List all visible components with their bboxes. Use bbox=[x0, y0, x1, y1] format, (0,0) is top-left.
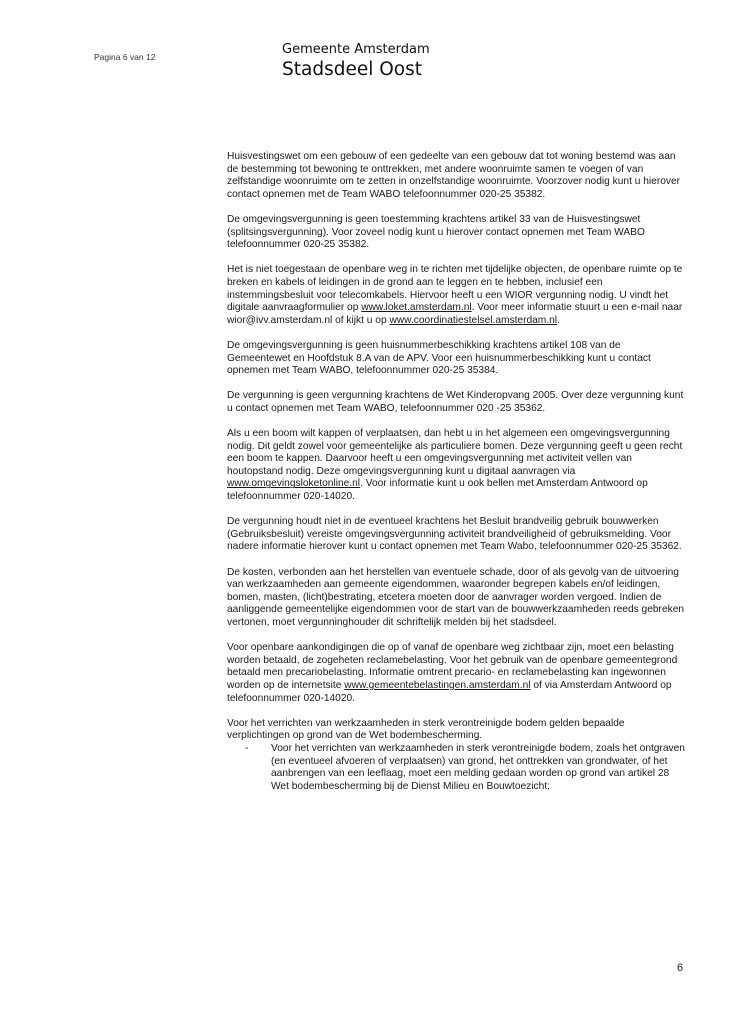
paragraph-text: Voor openbare aankondigingen die op of vanaf de openbare weg zichtbaar zijn, moet een belasting worden betaald, de zogeheten reclamebelasting. Voor het gebruik van de openbare gemeentegrond betaald men precariobelasting. Informatie omtrent precario- en reclamebelasting kan ingewonnen worden op de internetsite bbox=[227, 642, 678, 691]
paragraph-huisvestingswet: Huisvestingswet om een gebouw of een gedeelte van een gebouw dat tot woning bestemd was aan de bestemming tot bewoning te onttrekken, met andere woonruimte samen te voegen of van zelfstandige woonruimte om te zetten in onzelfstandige woonruimte. Voorzover nodig kunt u hierover contact opnemen met de Team WABO telefoonnummer 020-25 35382. bbox=[227, 151, 681, 200]
paragraph-brandveilig: De vergunning houdt niet in de eventueel krachtens het Besluit brandveilig gebruik bouwwerken (Gebruiksbesluit) vereiste omgevingsvergunning activiteit brandveiligheid of gebruiksmelding. Voor nadere informatie hierover kunt u contact opnemen met Team Wabo, telefoonnummer 020-25 35362. bbox=[227, 516, 682, 553]
paragraph-text: . Voor meer informatie stuurt u een e-mail naar wior@ivv.amsterdam.nl of kijkt u op bbox=[227, 302, 683, 326]
omgevingsloket-link[interactable]: www.omgevingsloketonline.nl bbox=[227, 478, 361, 490]
paragraph-reclamebelasting bbox=[227, 642, 685, 705]
bullet-dash: - bbox=[245, 742, 249, 754]
document-body bbox=[227, 151, 685, 793]
paragraph-wior bbox=[227, 264, 685, 327]
paragraph-kosten: De kosten, verbonden aan het herstellen van eventuele schade, door of als gevolg van de uitvoering van werkzaamheden aan gemeente eigendommen, waaronder begrepen kabels en/of leidingen, bomen, masten, (licht)bestrating, etcetera moeten door de aanvrager worden vergoed. Indien de aanliggende gemeentelijke eigendommen voor de start van de bouwwerkzaamheden reeds gebreken vertonen, moet vergunninghouder dit schriftelijk melden bij het stadsdeel. bbox=[227, 566, 685, 628]
district-name: Stadsdeel Oost bbox=[282, 59, 423, 80]
paragraph-bodem: Voor het verrichten van werkzaamheden in sterk verontreinigde bodem gelden bepaalde verplichtingen op grond van de Wet bodembescherming. bbox=[227, 717, 625, 742]
letterhead bbox=[282, 42, 430, 81]
bullet-item bbox=[245, 743, 685, 793]
paragraph-boom bbox=[227, 428, 685, 504]
organization-name: Gemeente Amsterdam bbox=[282, 42, 430, 57]
paragraph-text: . Voor informatie kunt u ook bellen met Amsterdam Antwoord op telefoonnummer 020-14020. bbox=[227, 478, 648, 503]
paragraph-huisnummer: De omgevingsvergunning is geen huisnummerbeschikking krachtens artikel 108 van de Gemeentewet en Hoofdstuk 8.A van de APV. Voor een huisnummerbeschikking kunt u contact opnemen met Team WABO, telefoonnummer 020-25 35384. bbox=[227, 339, 651, 377]
paragraph-text: Als u een boom wilt kappen of verplaatsen, dan hebt u in het algemeen een omgevingsvergunning nodig. Dit geldt zowel voor gemeentelijke als particuliere bomen. Deze vergunning geeft u geen recht een boom te kappen. Daarvoor heeft u een omgevingsvergunning met activiteit vellen van houtopstand nodig. Deze omgevingsvergunning kunt u digitaal aanvragen via bbox=[227, 428, 683, 477]
coordinatiestelsel-link[interactable]: www.coordinatiestelsel.amsterdam.nl bbox=[389, 314, 558, 326]
page-label: Pagina 6 van 12 bbox=[94, 52, 156, 62]
paragraph-text: of via Amsterdam Antwoord op telefoonnummer 020-14020. bbox=[227, 679, 672, 704]
paragraph-kinderopvang: De vergunning is geen vergunning krachtens de Wet Kinderopvang 2005. Over deze vergunning kunt u contact opnemen met Team WABO, telefoonnummer 020 -25 35362. bbox=[227, 390, 684, 414]
paragraph-text: . bbox=[557, 314, 560, 326]
page-number: 6 bbox=[677, 962, 684, 974]
paragraph-splitsingsvergunning: De omgevingsvergunning is geen toestemming krachtens artikel 33 van de Huisvestingswet (splitsingsvergunning). Voor zoveel nodig kunt u hierover contact opnemen met Team WABO telefoonnummer 020-25 35382. bbox=[227, 213, 645, 251]
paragraph-text: Het is niet toegestaan de openbare weg in te richten met tijdelijke objecten, de openbare ruimte op te breken en kabels of leidingen in de grond aan te leggen en te hebben, inclusief een instemmingsbesluit voor telecomkabels. Hiervoor heeft u een WIOR vergunning nodig. U vindt het digitale aanvraagformulier op bbox=[227, 264, 683, 314]
gemeentebelastingen-link[interactable]: www.gemeentebelastingen.amsterdam.nl bbox=[344, 679, 531, 691]
loket-link[interactable]: www.loket.amsterdam.nl bbox=[361, 302, 472, 314]
bullet-text: Voor het verrichten van werkzaamheden in sterk verontreinigde bodem, zoals het ontgraven (en eventueel afvoeren of verplaatsen) van grond, het onttrekken van grondwater, of het aanbrengen van een leeflaag, moet een melding gedaan worden op grond van artikel 28 Wet bodembescherming bij de Dienst Milieu en Bouwtoezicht; bbox=[271, 742, 685, 792]
